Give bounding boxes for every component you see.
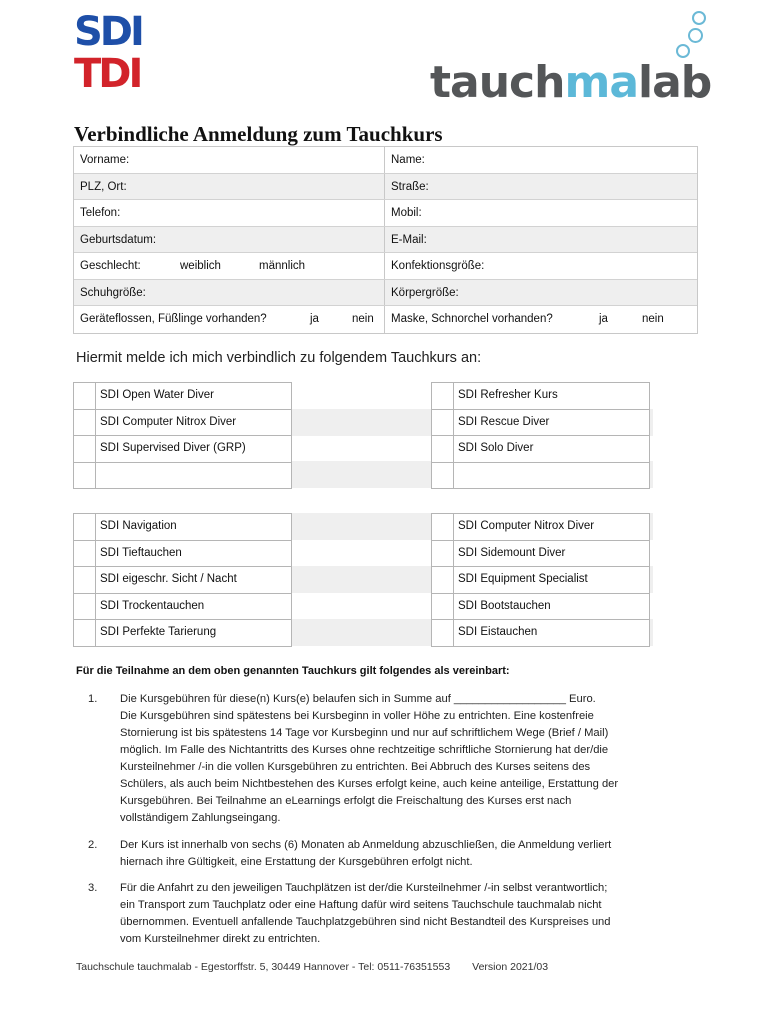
sdi-logo-text: SDI [74,9,142,55]
list-item [431,463,650,490]
course-checkbox[interactable] [73,620,96,646]
page-title: Verbindliche Anmeldung zum Tauchkurs [74,122,443,146]
brand-part-ma: ma [564,57,639,108]
table-row [74,227,697,254]
course-name-blank[interactable] [96,463,292,489]
course-name: SDI Equipment Specialist [454,567,650,593]
course-list-basic [73,382,292,489]
fins-question-field [74,306,385,333]
course-name: SDI Solo Diver [454,436,650,462]
phone-field[interactable]: Telefon: [74,200,385,226]
list-item [73,383,292,410]
list-item [73,436,292,463]
sdi-tdi-logo [74,9,166,97]
course-checkbox[interactable] [431,410,454,436]
zip-city-field[interactable]: PLZ, Ort: [74,174,385,200]
fins-option-yes[interactable]: ja [310,313,319,325]
bubble-icon [688,28,703,43]
list-item [73,620,292,647]
shoe-size-field[interactable]: Schuhgröße: [74,280,385,306]
course-checkbox[interactable] [431,463,454,489]
personal-data-table [73,146,698,334]
birthdate-field[interactable]: Geburtsdatum: [74,227,385,253]
bubble-icon [692,11,706,25]
clothing-size-field[interactable]: Konfektionsgröße: [391,260,485,272]
course-checkbox[interactable] [431,514,454,540]
list-item [73,410,292,437]
email-field[interactable]: E-Mail: [391,233,427,246]
course-name: SDI Supervised Diver (GRP) [96,436,292,462]
list-item [431,383,650,410]
course-list-specialty-left [73,513,292,647]
course-list-advanced [431,382,650,489]
table-row [74,280,697,307]
course-name: SDI Perfekte Tarierung [96,620,292,646]
body-height-field[interactable]: Körpergröße: [391,286,459,299]
mask-question-label: Maske, Schnorchel vorhanden? [391,313,553,325]
mask-question-field [385,306,696,333]
list-item [431,514,650,541]
gender-field [74,253,385,279]
course-name: SDI Computer Nitrox Diver [454,514,650,540]
course-checkbox[interactable] [431,594,454,620]
list-item [431,567,650,594]
gender-option-male[interactable]: männlich [259,260,306,272]
course-name-blank[interactable] [454,463,650,489]
fins-option-no[interactable]: nein [352,313,374,325]
course-checkbox[interactable] [73,436,96,462]
table-row [74,306,697,333]
course-name: SDI Trockentauchen [96,594,292,620]
list-item [431,594,650,621]
brand-part-tauch: tauch [430,57,565,108]
tdi-logo-text: TDI [74,51,141,97]
course-name: SDI Eistauchen [454,620,650,646]
fins-question-label: Geräteflossen, Füßlinge vorhanden? [80,313,267,325]
table-row [74,147,697,174]
course-name: SDI Sidemount Diver [454,541,650,567]
course-name: SDI Open Water Diver [96,383,292,409]
course-checkbox[interactable] [431,567,454,593]
table-row [74,253,697,280]
brand-part-lab: lab [638,57,712,108]
mask-option-yes[interactable]: ja [599,313,608,325]
course-checkbox[interactable] [73,594,96,620]
course-checkbox[interactable] [431,436,454,462]
course-name: SDI Computer Nitrox Diver [96,410,292,436]
item-number: 1. [88,693,98,705]
course-name: SDI Rescue Diver [454,410,650,436]
item-text: Für die Anfahrt zu den jeweiligen Tauchplätzen ist der/die Kursteilnehmer /-in selbst verantwortlich; ein Transport zum Tauchplatz oder eine Haftung dafür wird seitens Tauchschule tauchmalab nicht übernommen. Eventuell anfallende Tauchplatzgebühren sind nicht Bestandteil des Kurspreises und vom Kursteilnehmer direkt zu entrichten. [120,882,611,945]
course-name: SDI Navigation [96,514,292,540]
course-checkbox[interactable] [73,567,96,593]
course-checkbox[interactable] [73,541,96,567]
list-item [73,594,292,621]
course-list-specialty-right [431,513,650,647]
gender-option-female[interactable]: weiblich [180,260,221,272]
item-number: 3. [88,882,98,894]
course-name: SDI Bootstauchen [454,594,650,620]
course-checkbox[interactable] [73,463,96,489]
footer-version: Version 2021/03 [472,961,549,973]
course-checkbox[interactable] [73,514,96,540]
bubble-icon [676,44,690,58]
course-selection-heading: Hiermit melde ich mich verbindlich zu folgendem Tauchkurs an: [76,350,482,366]
table-row [74,174,697,201]
tauchmalab-logo [430,58,711,108]
footer-address: Tauchschule tauchmalab - Egestorffstr. 5, 30449 Hannover - Tel: 0511-76351553 [76,961,451,973]
list-item [73,567,292,594]
list-item [431,436,650,463]
first-name-field[interactable]: Vorname: [74,147,385,173]
last-name-field[interactable]: Name: [391,154,425,166]
street-field[interactable]: Straße: [391,180,429,193]
list-item [73,514,292,541]
item-number: 2. [88,839,98,851]
course-checkbox[interactable] [431,620,454,646]
list-item [73,541,292,568]
mask-option-no[interactable]: nein [642,313,664,325]
list-item [431,541,650,568]
list-item [73,463,292,490]
item-text: Die Kursgebühren für diese(n) Kurs(e) belaufen sich in Summe auf __________________ Euro. Die Kursgebühren sind spätestens bei Kursbeginn in voller Höhe zu entrichten. Eine kostenfreie Stornierung ist bis spätestens 14 Tage vor Kursbeginn und nur auf schriftlichem Wege (Brief / Mail) möglich. Im Falle des Nichtantritts des Kurses ohne rechtzeitige schriftliche Stornierung hat der/die Kursteilnehmer /-in die vollen Kursgebühren zu entrichten. Bei Abbruch des Kurses seitens des Schülers, als auch beim Nichtbestehen des Kurses erfolgt keine, auch keine anteilige, Erstattung der Kursgebühren. Bei Teilnahme an eLearnings erfolgt die Freischaltung des Kurses erst nach vollständigem Zahlungseingang. [120,693,619,824]
course-name: SDI eigeschr. Sicht / Nacht [96,567,292,593]
agreement-heading: Für die Teilnahme an dem oben genannten Tauchkurs gilt folgendes als vereinbart: [76,665,510,677]
page-footer [76,960,548,974]
mobile-field[interactable]: Mobil: [391,207,422,219]
list-item [431,410,650,437]
item-text: Der Kurs ist innerhalb von sechs (6) Monaten ab Anmeldung abzuschließen, die Anmeldung verliert hiernach ihre Gültigkeit, eine Erstattung der Kursgebühren erfolgt nicht. [120,839,612,868]
course-checkbox[interactable] [73,383,96,409]
table-row [74,200,697,227]
list-item [431,620,650,647]
course-name: SDI Tieftauchen [96,541,292,567]
course-checkbox[interactable] [431,541,454,567]
course-checkbox[interactable] [73,410,96,436]
course-name: SDI Refresher Kurs [454,383,650,409]
gender-label: Geschlecht: [80,260,141,272]
course-checkbox[interactable] [431,383,454,409]
